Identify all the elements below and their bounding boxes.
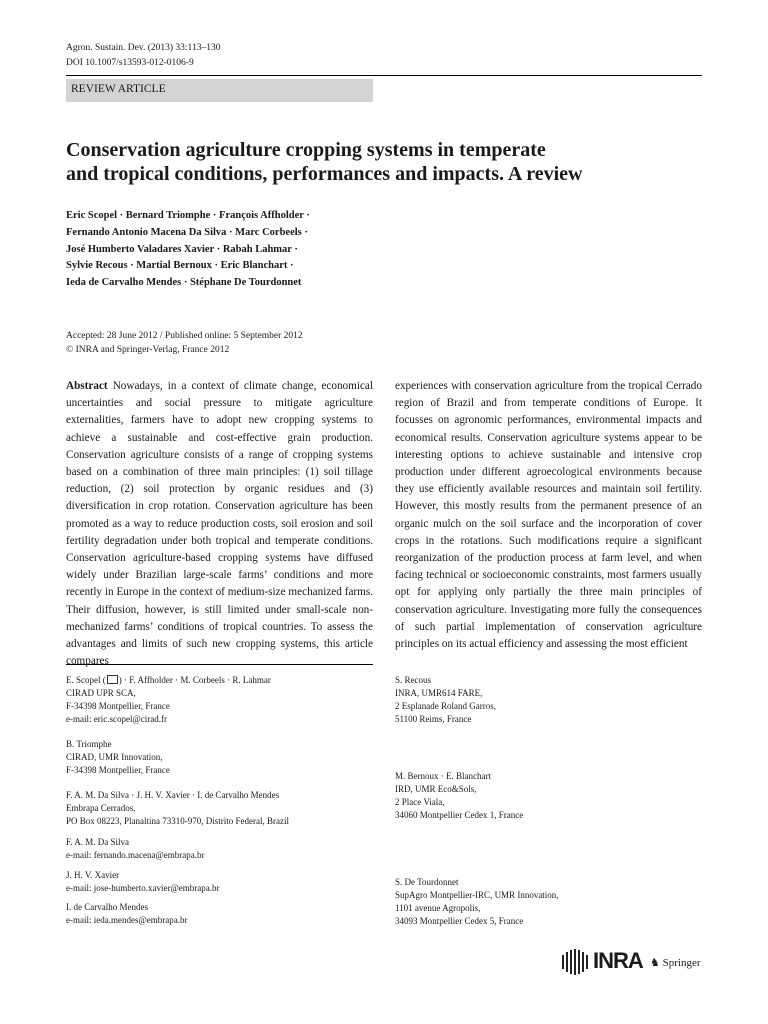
affiliation-scopel [66, 674, 271, 726]
author-line: Sylvie Recous · Martial Bernoux · Eric Blanchart · [66, 260, 294, 272]
affiliation-bernoux: M. Bernoux · E. Blanchart IRD, UMR Eco&Sols, 2 Place Viala, 34060 Montpellier Cedex 1, France [395, 771, 524, 820]
title-line-2: and tropical conditions, performances and impacts. A review [66, 163, 583, 185]
author-line: Eric Scopel · Bernard Triomphe · François Affholder · [66, 210, 310, 221]
affiliation-embrapa: F. A. M. Da Silva · J. H. V. Xavier · I. de Carvalho Mendes Embrapa Cerrados, PO Box 08223, Planaltina 73310-970, Distrito Federal, Brazil [66, 790, 289, 826]
abstract-text-right: experiences with conservation agriculture from the tropical Cerrado region of Brazil and from temperate conditions of Europe. It focusses on agronomic performances, environmental impacts and economical results. Conservation agriculture systems appear to be interesting options to achieve sustainable and intensive crop production under different agroecological environments because they use efficiently available resources and maintain soil fertility. However, this mostly results from the permanent presence of an organic mulch on the soil surface and the incorporation of cover crops in the rotations. Such modifications require a significant reorganization of the production process at farm level, and when facing technical or socioeconomic constraints, most farmers usually opt for applying only partially the three main principles of conservation agriculture. Investigating more fully the consequences of such partial implementation of conservation agriculture principles on its actual efficiency and assessing the most efficient [395, 380, 702, 651]
author-line: Ieda de Carvalho Mendes · Stéphane De Tourdonnet [66, 277, 302, 289]
affiliation-names-pre: E. Scopel ( [66, 675, 106, 685]
author-line: Fernando Antonio Macena Da Silva · Marc Corbeels · [66, 226, 308, 238]
footnote-rule [66, 664, 373, 665]
springer-logo-text: Springer [662, 957, 701, 969]
affiliation-xavier-email: J. H. V. Xavier e-mail: jose-humberto.xavier@embrapa.br [66, 870, 220, 893]
header-rule [66, 75, 702, 76]
doi[interactable]: DOI 10.1007/s13593-012-0106-9 [66, 58, 194, 68]
springer-logo [650, 956, 701, 969]
publisher-logos [560, 949, 705, 975]
envelope-icon[interactable] [107, 675, 118, 684]
author-line: José Humberto Valadares Xavier · Rabah Lahmar · [66, 243, 298, 255]
affiliation-triomphe: B. Triomphe CIRAD, UMR Innovation, F-34398 Montpellier, France [66, 739, 170, 775]
copyright: © INRA and Springer-Verlag, France 2012 [66, 345, 230, 355]
journal-citation: Agron. Sustain. Dev. (2013) 33:113–130 [66, 43, 221, 53]
affiliation-mendes-email: I. de Carvalho Mendes e-mail: ieda.mendes@embrapa.br [66, 902, 188, 925]
title-line-1: Conservation agriculture cropping systems in temperate [66, 139, 546, 161]
article-type-banner: REVIEW ARTICLE [66, 79, 373, 102]
abstract-label: Abstract [66, 380, 108, 392]
abstract-column-left [66, 378, 373, 670]
affiliation-tourdonnet: S. De Tourdonnet SupAgro Montpellier-IRC, UMR Innovation, 1101 avenue Agropolis, 34093 Montpellier Cedex 5, France [395, 877, 559, 926]
inra-logo-icon [560, 949, 592, 975]
inra-logo-text: INRA [593, 948, 643, 973]
affiliation-dasilva-email: F. A. M. Da Silva e-mail: fernando.macena@embrapa.br [66, 837, 205, 860]
publication-info [66, 329, 303, 357]
journal-info [66, 41, 220, 71]
affiliation-names-post: ) · F. Affholder · M. Corbeels · R. Lahmar [118, 675, 271, 685]
springer-horse-icon: ♞ [650, 957, 660, 969]
affiliation-body: CIRAD UPR SCA, F-34398 Montpellier, France e-mail: eric.scopel@cirad.fr [66, 688, 170, 724]
abstract-text-left: Nowadays, in a context of climate change, economical uncertainties and social pressure to mitigate agriculture externalities, farmers have to adopt new cropping systems to achieve a sustainable and cost-effective grain production. Conservation agriculture consists of a range of cropping systems based on a combination of three main principles: (1) soil tillage reduction, (2) soil protection by organic residues and (3) diversification in crop rotation. Conservation agriculture has been promoted as a way to reduce production costs, soil erosion and soil fertility degradation under both tropical and temperate conditions. Conservation agriculture-based cropping systems have diffused widely under Brazilian large-scale farms’ conditions and more recently in Europe in the context of medium-size mechanized farms. Their diffusion, however, is still limited under small-scale non-mechanized farms’ conditions of tropical countries. To assess the advantages and limits of such new cropping systems, this article compares [66, 380, 373, 668]
abstract-column-right [395, 378, 702, 653]
affiliation-recous: S. Recous INRA, UMR614 FARE, 2 Esplanade Roland Garros, 51100 Reims, France [395, 675, 496, 724]
article-title [66, 138, 706, 186]
author-list [66, 208, 426, 292]
publication-dates: Accepted: 28 June 2012 / Published online: 5 September 2012 [66, 331, 303, 341]
